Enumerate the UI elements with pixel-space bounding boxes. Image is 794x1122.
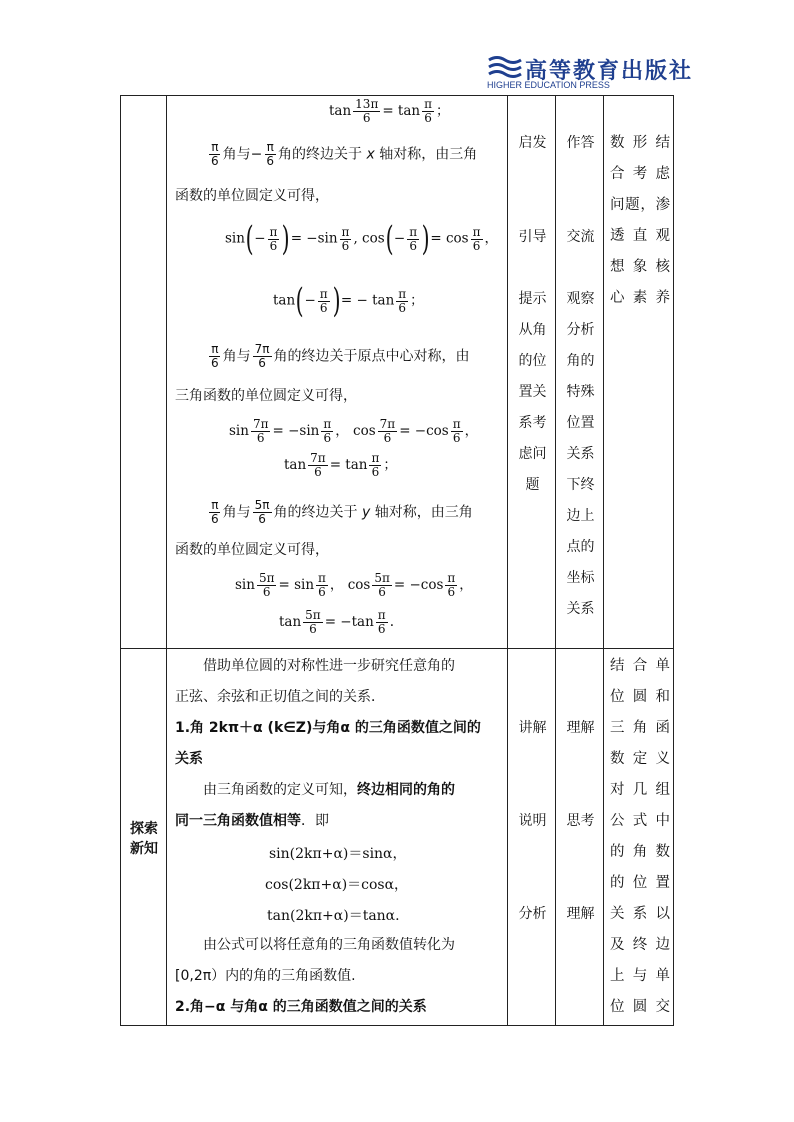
heading-2kpi-relation: 1.角 2kπ＋α (k∈Z)与角α 的三角函数值之间的 关系 xyxy=(175,720,481,767)
student-activity: 特殊 xyxy=(566,384,595,400)
formula-negative-tan: tan(− $\frac{\pi}{6}$ )= − tan $\frac{\pi}{6}$ ； xyxy=(273,281,424,321)
text-y-axis-symmetry: $\frac{\pi}{6}$ 角与 $\frac{5\pi}{6}$ 角的终边关于 y 轴对称，由三角 xyxy=(211,498,473,526)
formula-5pi-sin-cos: sin $\frac{5\pi}{6}$ = sin $\frac{\pi}{6}$ ， cos $\frac{5\pi}{6}$ = −cos $\frac{\pi}{6}$ ， xyxy=(235,571,473,599)
heading-negative-angle: 2.角−α 与角α 的三角函数值之间的关系 xyxy=(175,999,427,1015)
design-intent-cell xyxy=(604,649,674,1026)
section-label: 探索 新知 xyxy=(130,821,158,857)
teacher-activity: 置关 xyxy=(518,384,547,400)
lesson-plan-table xyxy=(120,95,674,1026)
formula-sin-2kpi: sin(2kπ+α)＝sinα， xyxy=(269,846,407,862)
formula-7pi-tan: tan $\frac{7\pi}{6}$ = tan $\frac{\pi}{6}$ ； xyxy=(284,451,397,479)
teacher-activity: 讲解 xyxy=(518,720,547,736)
table-row xyxy=(121,649,674,1026)
book-wave-icon xyxy=(487,54,523,80)
teacher-activity: 题 xyxy=(525,477,540,493)
teacher-activity: 说明 xyxy=(518,813,547,829)
student-activity: 理解 xyxy=(566,720,595,736)
formula-negative-sin-cos: sin(− $\frac{\pi}{6}$ )= −sin $\frac{\pi}{6}$ , cos(− $\frac{\pi}{6}$ )= cos $\frac{\pi}{6}$ ， xyxy=(225,219,498,259)
student-activity-cell xyxy=(556,649,604,1026)
text-unit-circle-def-3: 函数的单位圆定义可得， xyxy=(175,542,329,558)
design-intent-text: 结合单 位圆和 三角函 数定义 对几组 公式中 的角数 的位置 关系以 及终边 上与单 位圆交 xyxy=(610,658,670,1015)
publisher-logo xyxy=(487,52,694,94)
student-activity: 点的 xyxy=(566,539,595,555)
student-activity: 角的 xyxy=(566,353,595,369)
teacher-activity-cell xyxy=(508,96,556,649)
section-cell-empty xyxy=(121,96,167,649)
logo-chinese-name: 高等教育出版社 xyxy=(525,58,694,84)
formula-cos-2kpi: cos(2kπ+α)＝cosα， xyxy=(265,877,409,893)
student-activity: 坐标 xyxy=(566,570,595,586)
teacher-activity: 提示 xyxy=(518,291,547,307)
formula-tan-13pi: tan $\frac{13\pi}{6}$ = tan $\frac{\pi}{6}$ ； xyxy=(329,97,450,125)
teacher-activity: 系考 xyxy=(518,415,547,431)
content-cell xyxy=(167,96,508,649)
formula-7pi-sin-cos: sin $\frac{7\pi}{6}$ = −sin $\frac{\pi}{6}$ ， cos $\frac{7\pi}{6}$ = −cos $\frac{\pi}{6}$ ， xyxy=(229,417,479,445)
student-activity: 关系 xyxy=(566,446,595,462)
student-activity: 边上 xyxy=(566,508,595,524)
student-activity: 下终 xyxy=(566,477,595,493)
text-unit-circle-def: 函数的单位圆定义可得， xyxy=(175,188,329,204)
text-unit-circle-def-2: 三角函数的单位圆定义可得， xyxy=(175,388,357,404)
formula-5pi-tan: tan $\frac{5\pi}{6}$ = −tan $\frac{\pi}{6}$ . xyxy=(279,608,394,636)
text-x-axis-symmetry: $\frac{\pi}{6}$ 角与− $\frac{\pi}{6}$ 角的终边关于 x 轴对称，由三角 xyxy=(211,140,478,168)
student-activity: 观察 xyxy=(566,291,595,307)
teacher-activity: 引导 xyxy=(518,229,547,245)
teacher-activity: 从角 xyxy=(518,322,547,338)
paragraph-intro: 借助单位圆的对称性进一步研究任意角的 正弦、余弦和正切值之间的关系． xyxy=(175,658,455,705)
teacher-activity: 的位 xyxy=(518,353,547,369)
student-activity: 思考 xyxy=(566,813,595,829)
text-origin-symmetry: $\frac{\pi}{6}$ 角与 $\frac{7\pi}{6}$ 角的终边关于原点中心对称，由 xyxy=(211,342,470,370)
formula-tan-2kpi: tan(2kπ+α)＝tanα. xyxy=(267,908,400,924)
design-intent-cell xyxy=(604,96,674,649)
paragraph-conversion: 由公式可以将任意角的三角函数值转化为 [0,2π）内的角的三角函数值. xyxy=(175,937,455,984)
section-label-cell xyxy=(121,649,167,1026)
teacher-activity: 启发 xyxy=(518,135,547,151)
teacher-activity-cell xyxy=(508,649,556,1026)
content-cell xyxy=(167,649,508,1026)
paragraph-definition: 由三角函数的定义可知，终边相同的角的 同一三角函数值相等．即 xyxy=(175,782,455,829)
student-activity: 关系 xyxy=(566,601,595,617)
design-intent-text: 数形结 合考虑 问题，渗 透直观 想象核 心素养 xyxy=(610,135,670,306)
student-activity: 交流 xyxy=(566,229,595,245)
student-activity: 分析 xyxy=(566,322,595,338)
table-row xyxy=(121,96,674,649)
student-activity: 作答 xyxy=(566,135,595,151)
student-activity: 位置 xyxy=(566,415,595,431)
teacher-activity: 虑问 xyxy=(518,446,547,462)
student-activity: 理解 xyxy=(566,906,595,922)
logo-english-name: HIGHER EDUCATION PRESS xyxy=(487,80,610,90)
student-activity-cell xyxy=(556,96,604,649)
teacher-activity: 分析 xyxy=(518,906,547,922)
